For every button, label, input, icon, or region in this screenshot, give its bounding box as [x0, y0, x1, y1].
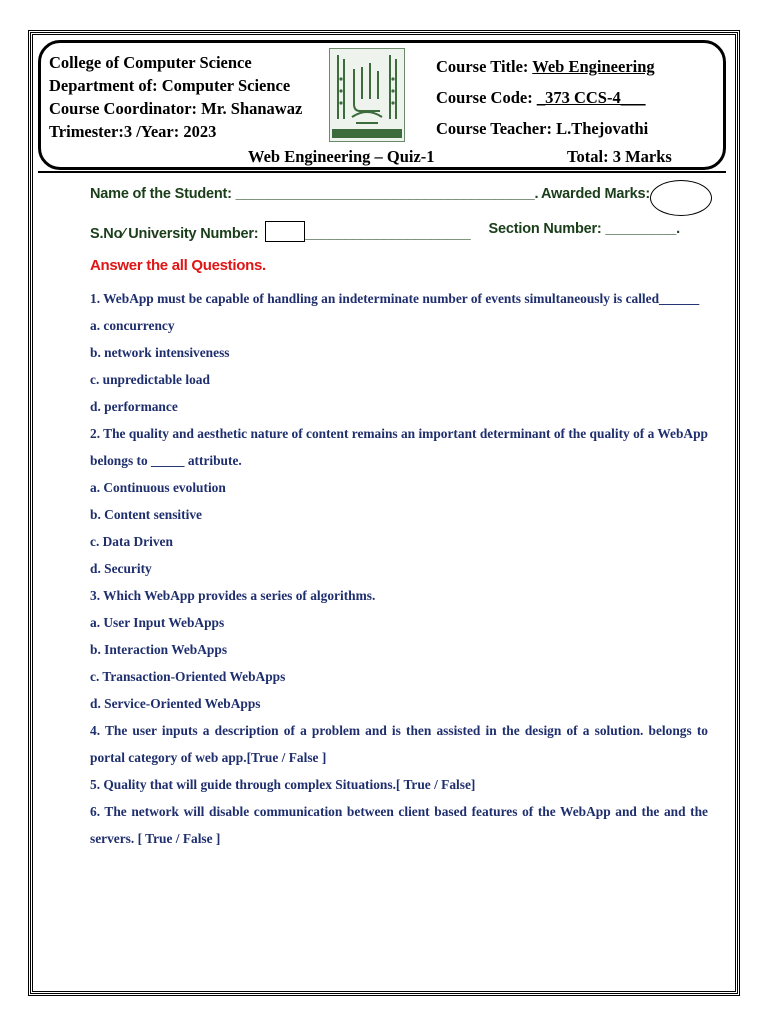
university-number-label: S.No⁄ University Number: [90, 226, 259, 242]
course-code: Course Code: _373 CCS-4___ [436, 88, 646, 107]
trimester-year: Trimester:3 /Year: 2023 [49, 122, 217, 141]
course-teacher: Course Teacher: L.Thejovathi [436, 119, 649, 138]
total-marks: Total: 3 Marks [567, 147, 672, 166]
question-3-option: c. Transaction-Oriented WebApps [90, 669, 286, 684]
question-1: 1. WebApp must be capable of handling an indeterminate number of events simultaneously is called______ [90, 291, 700, 306]
question-5: 5. Quality that will guide through complex Situations.[ True / False] [90, 777, 476, 792]
question-3-option: d. Service-Oriented WebApps [90, 696, 261, 711]
question-1-option: b. network intensiveness [90, 345, 230, 360]
question-2-option: c. Data Driven [90, 534, 173, 549]
section-number-label: Section Number: _________. [488, 221, 680, 237]
question-4: 4. The user inputs a description of a problem and is then assisted in the design of a solution. belongs to portal category of web app.[True / False ] [90, 723, 708, 765]
question-2-option: b. Content sensitive [90, 507, 202, 522]
question-2-option: d. Security [90, 561, 152, 576]
college-name: College of Computer Science [49, 53, 252, 72]
university-number-box[interactable] [265, 221, 305, 242]
course-title-value: Web Engineering [532, 57, 655, 76]
quiz-title: Web Engineering – Quiz-1 [248, 147, 435, 166]
question-2: 2. The quality and aesthetic nature of content remains an important determinant of the quality of a WebApp belongs to _____ attribute. [90, 426, 708, 468]
question-6: 6. The network will disable communication between client based features of the WebApp and the and the servers. [ True / False ] [90, 804, 708, 846]
header-box [38, 40, 726, 170]
course-coordinator: Course Coordinator: Mr. Shanawaz [49, 99, 303, 118]
university-logo [329, 48, 405, 142]
question-1-option: c. unpredictable load [90, 372, 210, 387]
header-left [49, 51, 302, 143]
header-right [436, 51, 655, 144]
question-1-option: a. concurrency [90, 318, 175, 333]
student-name-row [90, 186, 650, 202]
department-name: Department of: Computer Science [49, 76, 291, 95]
instruction: Answer the all Questions. [90, 257, 266, 274]
student-number-row [90, 221, 680, 242]
question-2-option: a. Continuous evolution [90, 480, 226, 495]
awarded-marks-oval[interactable] [650, 180, 712, 216]
question-3-option: a. User Input WebApps [90, 615, 225, 630]
student-name-label: Name of the Student: ______________________________________. [90, 186, 539, 202]
question-3: 3. Which WebApp provides a series of algorithms. [90, 588, 376, 603]
awarded-marks-label: Awarded Marks: [541, 186, 650, 202]
course-title: Course Title: Web Engineering [436, 57, 655, 76]
university-number-blank: _____________________ [305, 226, 471, 242]
course-code-value: _373 CCS-4___ [536, 88, 646, 107]
question-3-option: b. Interaction WebApps [90, 642, 228, 657]
question-list [90, 285, 708, 852]
header-divider [38, 171, 726, 173]
question-1-option: d. performance [90, 399, 178, 414]
